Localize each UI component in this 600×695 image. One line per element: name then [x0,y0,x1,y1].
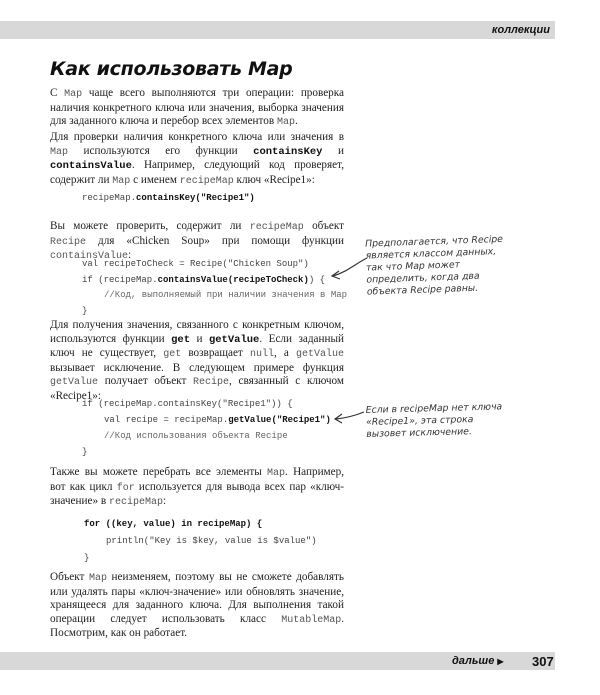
code-line: if (recipeMap.containsValue(recipeToCheck)) { [82,274,326,285]
section-label: коллекции [491,24,550,36]
code-line: } [82,447,88,457]
code-line: val recipeToCheck = Recipe("Chicken Soup") [82,259,309,269]
code-line: } [84,553,90,563]
arrow-right-icon: ▶ [497,657,504,666]
annotation-arrow [330,408,370,428]
code-get-value [82,396,331,460]
code-contains-key: recipeMap.containsKey("Recipe1") [82,193,255,203]
paragraph-get-value: Для получения значения, связанного с конкретным ключом, используются функции get и getValue. Если заданный ключ не существует, get возвращает null, а getValue вызывает исключение. В следующем примере функция getValue получает объект Recipe, связанный с ключом «Recipe1»: [50,319,344,402]
paragraph-iterate: Также вы можете перебрать все элементы Map. Например, вот как цикл for используется для вывода всех пар «ключ-значение» в recipeMap: [50,466,344,509]
code-contains-value [82,257,347,319]
paragraph-intro: С Map чаще всего выполняются три операции: проверка наличия конкретного ключа или значения, выборка значения для заданного ключа и перебор всех элементов Map. [50,87,344,129]
paragraph-contains: Для проверки наличия конкретного ключа или значения в Map используются его функции containsKey и containsValue. Например, следующий код проверяет, содержит ли Map с именем recipeMap ключ «Recipe1»: [50,131,344,187]
page-title: Как использовать Map [50,58,293,80]
code-line: } [82,305,88,316]
code-comment: //Код использования объекта Recipe [104,431,288,441]
code-line: val recipe = recipeMap.getValue("Recipe1") [104,415,331,425]
code-line: println("Key is $key, value is $value") [106,536,317,546]
next-page-link[interactable]: дальше ▶ [452,655,504,667]
code-comment: //Код, выполняемый при наличии значения в Map [104,290,348,300]
code-for-loop [84,516,317,567]
code-line: for ((key, value) in recipeMap) { [84,519,263,529]
annotation-note-exception: Если в recipeMap нет ключа «Recipe1», эта строка вызовет исключение. [365,401,503,440]
annotation-note-recipe: Предполагается, что Recipe является классом данных, так что Map может определить, когда два объекта Recipe равны. [364,233,504,298]
paragraph-contains-value: Вы можете проверить, содержит ли recipeMap объект Recipe для «Chicken Soup» при помощи функции containsValue: [50,220,344,263]
code-line: if (recipeMap.containsKey("Recipe1")) { [82,399,293,409]
page-number: 307 [532,654,554,669]
paragraph-immutable: Объект Map неизменяем, поэтому вы не сможете добавлять или удалять пары «ключ-значение» или обновлять значение, хранящееся для заданного ключа. Для выполнения такой операции следует использовать класс MutableMap. Посмотрим, как он работает. [50,571,344,640]
